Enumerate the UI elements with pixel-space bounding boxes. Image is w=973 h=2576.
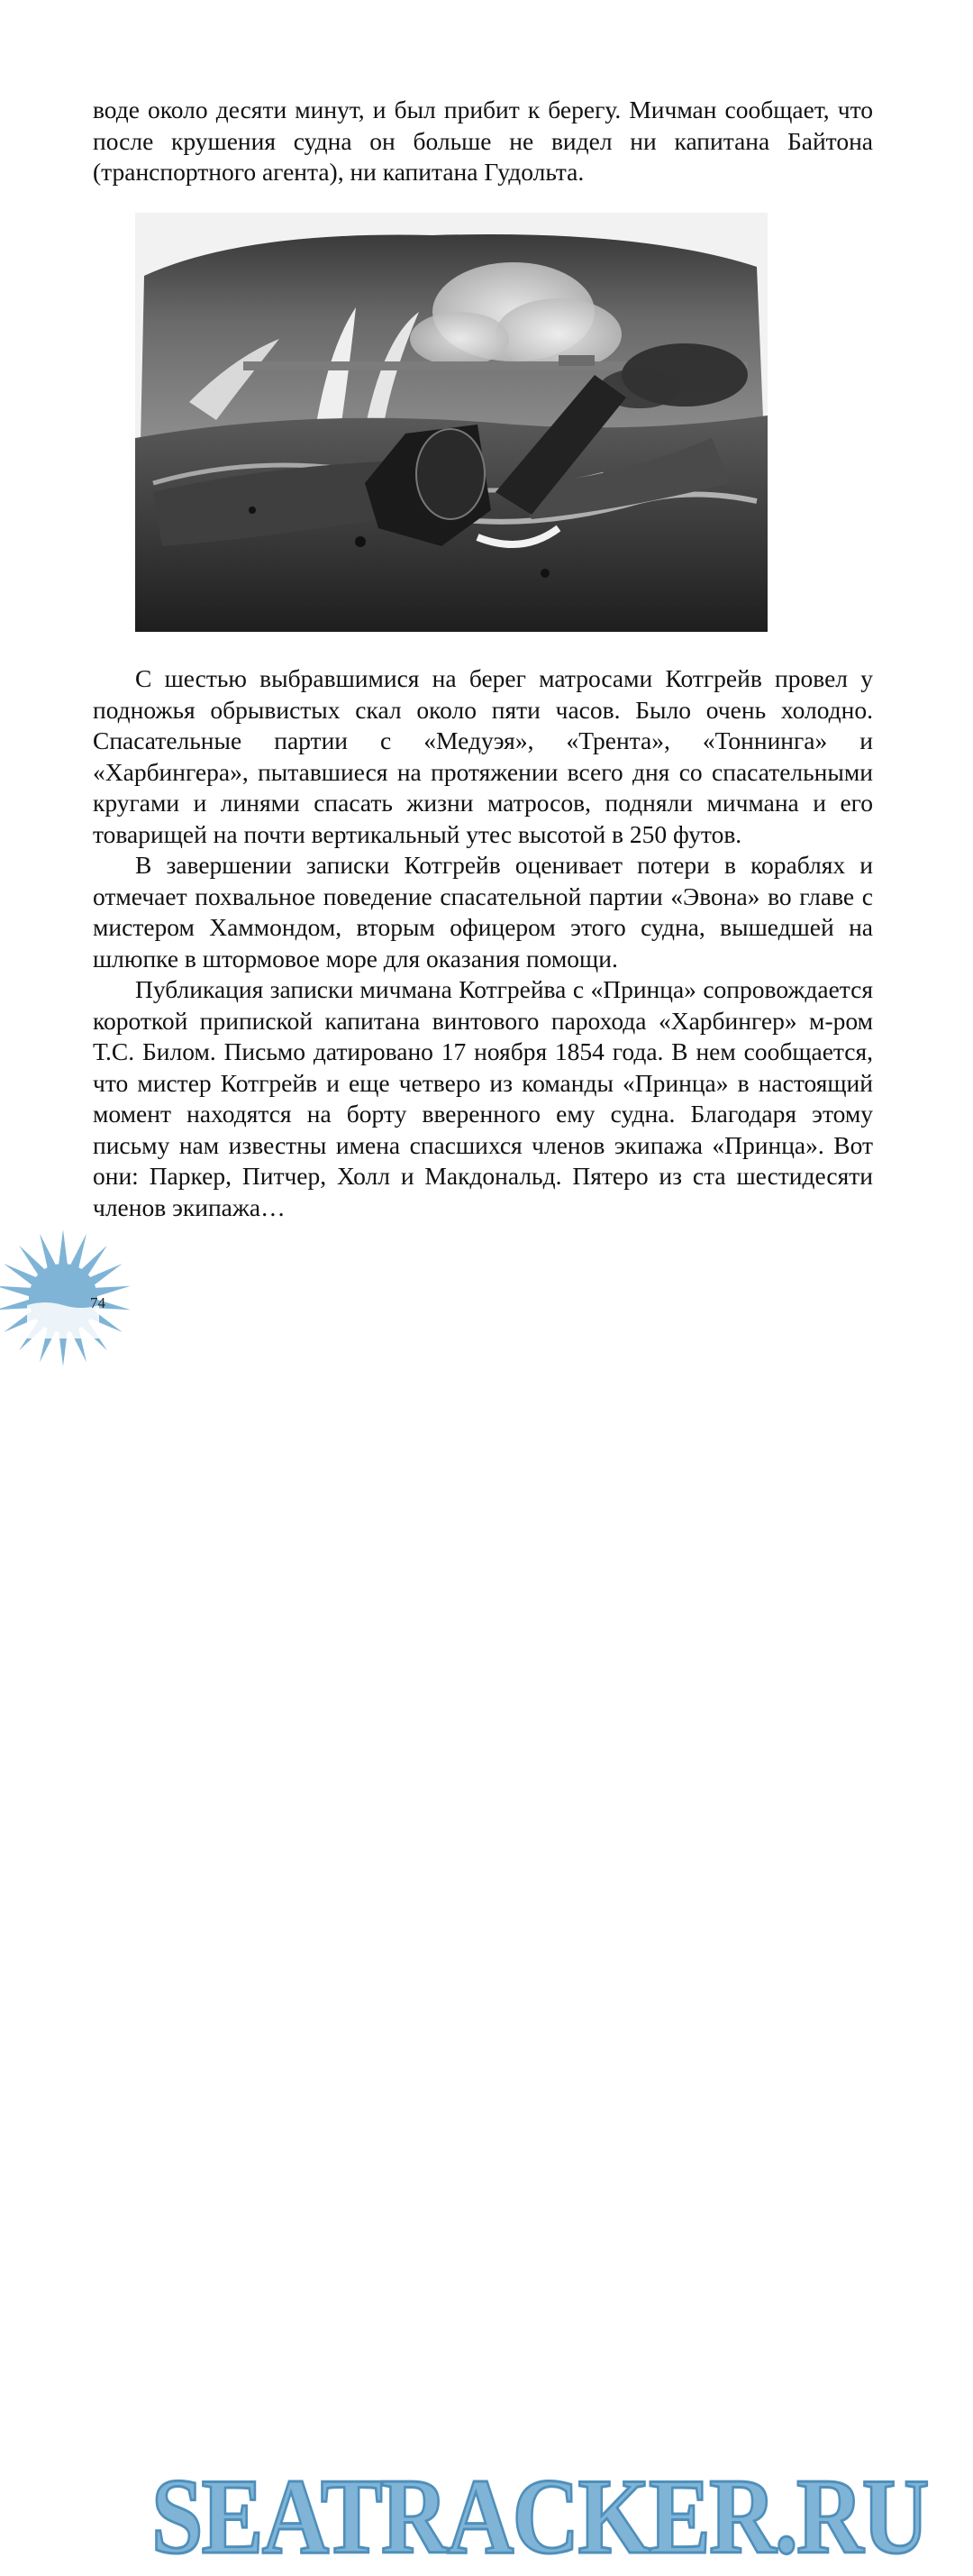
shipwreck-engraving-icon	[135, 213, 768, 632]
site-watermark-brand: SEATRACKER.RU	[151, 2456, 928, 2576]
shipwreck-engraving	[135, 213, 768, 632]
page-number: 74	[90, 1294, 105, 1311]
top-text-block	[93, 95, 873, 188]
sun-logo-icon	[0, 1226, 153, 1366]
paragraph-continued: воде около десяти минут, и был прибит к берегу. Мичман сообщает, что после крушения судна он больше не видел ни капитана Байтона (транспортного агента), ни капитана Гудольта.	[93, 96, 873, 186]
paragraph-1: С шестью выбравшимися на берег матросами Котгрейв провел у подножья обрывистых скал около пяти часов. Было очень холодно. Спасательные партии с «Медуэя», «Трента», «Тоннинга» и «Харбингера», пытавшиеся на протяжении всего дня со спасательными кругами и линями спасать жизни матросов, подняли мичмана и его товарищей на почти вертикальный утес высотой в 250 футов.	[93, 664, 873, 848]
paragraph-3: Публикация записки мичмана Котгрейва с «Принца» сопровождается короткой припиской капитана винтового парохода «Харбингер» м-ром Т.С. Билом. Письмо датировано 17 ноября 1854 года. В нем сообщается, что мистер Котгрейв и еще четверо из команды «Принца» в настоящий момент находятся на борту вверенного ему судна. Благодаря этому письму нам известны имена спасшихся членов экипажа «Принца». Вот они: Паркер, Питчер, Холл и Макдональд. Пятеро из ста шестидесяти членов экипажа…	[93, 975, 873, 1221]
footer-watermark	[0, 1226, 973, 2576]
paragraph-2: В завершении записки Котгрейв оценивает потери в кораблях и отмечает похвальное поведение спасательной партии «Эвона» во главе с мистером Хаммондом, вторым офицером этого судна, вышедшей на шлюпке в штормовое море для оказания помощи.	[93, 851, 873, 973]
bottom-text-block	[93, 663, 873, 1223]
